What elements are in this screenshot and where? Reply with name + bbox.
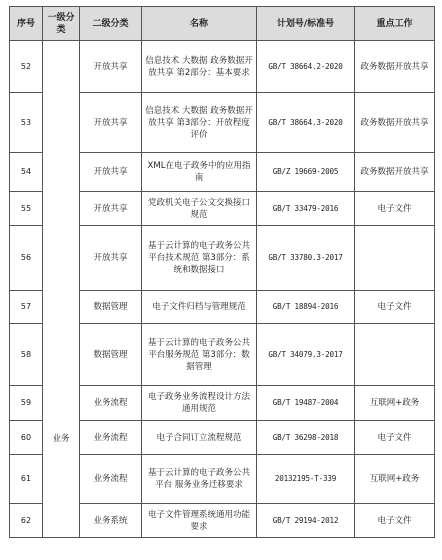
row-level2: 开放共享 — [80, 41, 142, 93]
row-level2: 数据管理 — [80, 324, 142, 386]
row-name: 基于云计算的电子政务公共平台技术规范 第3部分：系统和数据接口 — [142, 226, 257, 291]
row-level2: 业务流程 — [80, 386, 142, 421]
row-name: 信息技术 大数据 政务数据开放共享 第3部分：开放程度评价 — [142, 93, 257, 153]
row-level2: 数据管理 — [80, 291, 142, 324]
row-focus: 互联网+政务 — [355, 455, 435, 504]
header-name: 名称 — [142, 7, 257, 41]
row-focus: 互联网+政务 — [355, 386, 435, 421]
row-name: 党政机关电子公文交换接口规范 — [142, 192, 257, 226]
row-code: GB/T 33479-2016 — [257, 192, 355, 226]
row-no: 59 — [10, 386, 43, 421]
table-header-row — [10, 7, 435, 41]
row-level2: 开放共享 — [80, 192, 142, 226]
row-no: 60 — [10, 421, 43, 455]
row-no: 58 — [10, 324, 43, 386]
level1-cell: 业务 — [43, 41, 80, 538]
row-name: 基于云计算的电子政务公共平台 服务业务迁移要求 — [142, 455, 257, 504]
header-focus: 重点工作 — [355, 7, 435, 41]
row-focus: 电子文件 — [355, 291, 435, 324]
row-name: 电子合同订立流程规范 — [142, 421, 257, 455]
row-level2: 开放共享 — [80, 153, 142, 192]
row-code: GB/T 29194-2012 — [257, 504, 355, 538]
row-focus — [355, 226, 435, 291]
header-code: 计划号/标准号 — [257, 7, 355, 41]
row-no: 61 — [10, 455, 43, 504]
row-name: 电子文件归档与管理规范 — [142, 291, 257, 324]
row-name: XML在电子政务中的应用指南 — [142, 153, 257, 192]
row-no: 54 — [10, 153, 43, 192]
row-no: 56 — [10, 226, 43, 291]
row-focus: 电子文件 — [355, 421, 435, 455]
row-no: 57 — [10, 291, 43, 324]
row-no: 52 — [10, 41, 43, 93]
row-code: 20132195-T-339 — [257, 455, 355, 504]
row-name: 电子文件管理系统通用功能要求 — [142, 504, 257, 538]
row-code: GB/T 34079.3-2017 — [257, 324, 355, 386]
row-code: GB/T 18894-2016 — [257, 291, 355, 324]
row-no: 62 — [10, 504, 43, 538]
row-level2: 开放共享 — [80, 93, 142, 153]
row-name: 电子政务业务流程设计方法通用规范 — [142, 386, 257, 421]
row-level2: 业务系统 — [80, 504, 142, 538]
row-code: GB/T 36298-2018 — [257, 421, 355, 455]
table-row — [10, 41, 435, 93]
row-no: 53 — [10, 93, 43, 153]
header-level2: 二级分类 — [80, 7, 142, 41]
standards-table — [9, 6, 435, 538]
row-focus — [355, 324, 435, 386]
row-focus: 政务数据开放共享 — [355, 153, 435, 192]
row-code: GB/T 38664.3-2020 — [257, 93, 355, 153]
row-level2: 业务流程 — [80, 455, 142, 504]
header-no: 序号 — [10, 7, 43, 41]
row-name: 信息技术 大数据 政务数据开放共享 第2部分：基本要求 — [142, 41, 257, 93]
row-code: GB/T 19487-2004 — [257, 386, 355, 421]
row-focus: 电子文件 — [355, 192, 435, 226]
row-focus: 政务数据开放共享 — [355, 41, 435, 93]
row-level2: 业务流程 — [80, 421, 142, 455]
row-code: GB/T 38664.2-2020 — [257, 41, 355, 93]
header-level1: 一级分类 — [43, 7, 80, 41]
row-no: 55 — [10, 192, 43, 226]
row-focus: 政务数据开放共享 — [355, 93, 435, 153]
row-name: 基于云计算的电子政务公共平台服务规范 第3部分：数据管理 — [142, 324, 257, 386]
row-level2: 开放共享 — [80, 226, 142, 291]
row-focus: 电子文件 — [355, 504, 435, 538]
row-code: GB/T 33780.3-2017 — [257, 226, 355, 291]
row-code: GB/Z 19669-2005 — [257, 153, 355, 192]
